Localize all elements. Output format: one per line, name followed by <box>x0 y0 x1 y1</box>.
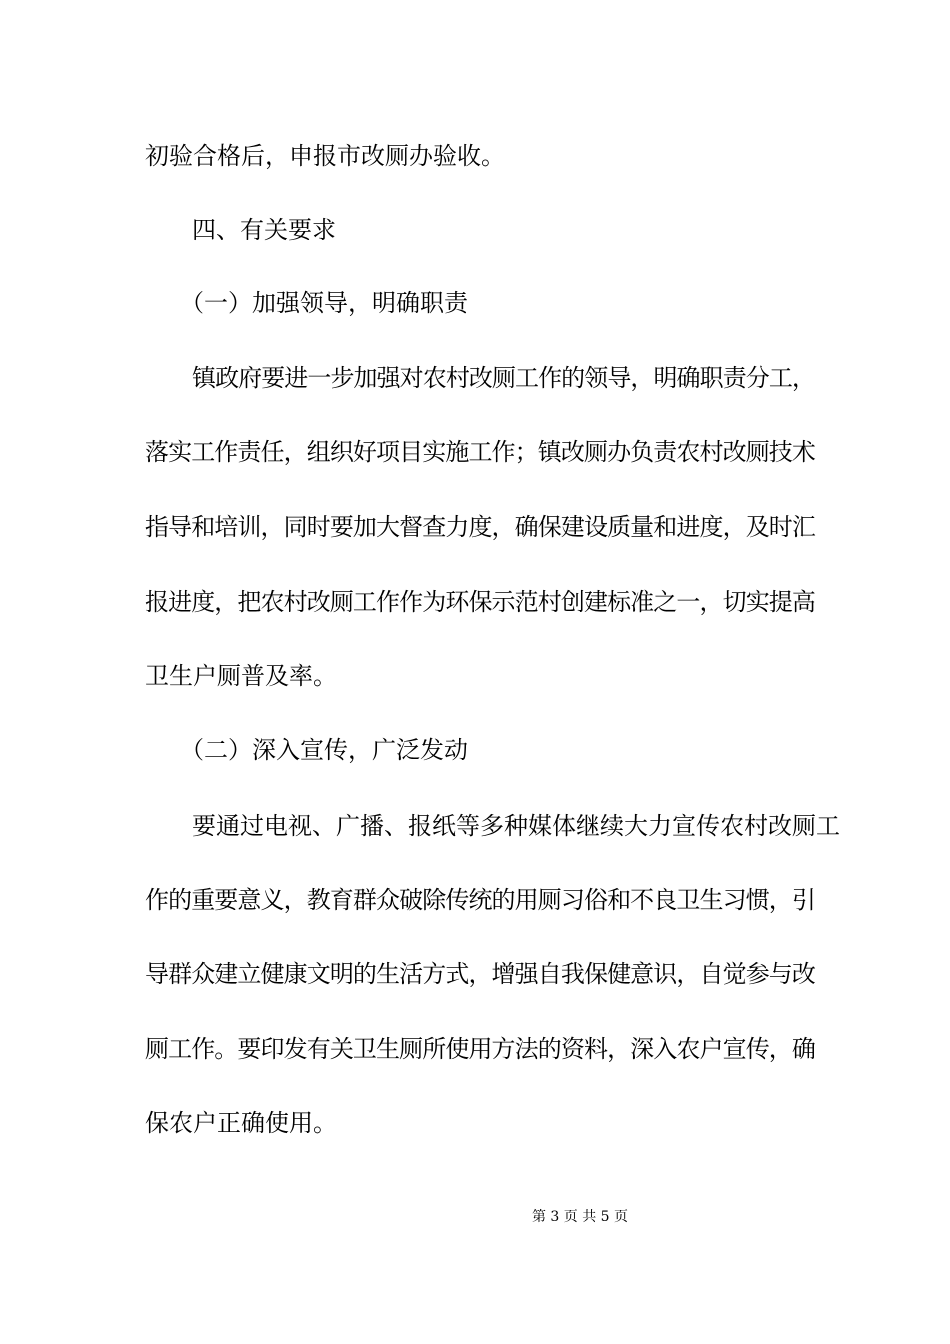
paragraph-line: 作的重要意义，教育群众破除传统的用厕习俗和不良卫生习惯，引 <box>145 886 815 914</box>
subsection-heading: （二）深入宣传，广泛发动 <box>180 736 468 764</box>
paragraph-line: 落实工作责任，组织好项目实施工作；镇改厕办负责农村改厕技术 <box>145 438 815 466</box>
paragraph-line: 厕工作。要印发有关卫生厕所使用方法的资料，深入农户宣传，确 <box>145 1035 815 1063</box>
paragraph-line: 卫生户厕普及率。 <box>145 662 337 690</box>
paragraph-line: 导群众建立健康文明的生活方式，增强自我保健意识，自觉参与改 <box>145 960 815 988</box>
paragraph-line: 指导和培训，同时要加大督查力度，确保建设质量和进度，及时汇 <box>145 513 815 541</box>
paragraph-line: 报进度，把农村改厕工作作为环保示范村创建标准之一，切实提高 <box>145 588 815 616</box>
paragraph-line: 初验合格后，申报市改厕办验收。 <box>145 142 505 170</box>
paragraph-line: 要通过电视、广播、报纸等多种媒体继续大力宣传农村改厕工 <box>192 812 840 840</box>
paragraph-line: 镇政府要进一步加强对农村改厕工作的领导，明确职责分工， <box>192 364 815 392</box>
section-heading: 四、有关要求 <box>192 216 336 244</box>
paragraph-line: 保农户正确使用。 <box>145 1109 337 1137</box>
subsection-heading: （一）加强领导，明确职责 <box>180 289 468 317</box>
page-number: 第 3 页 共 5 页 <box>531 1209 629 1225</box>
